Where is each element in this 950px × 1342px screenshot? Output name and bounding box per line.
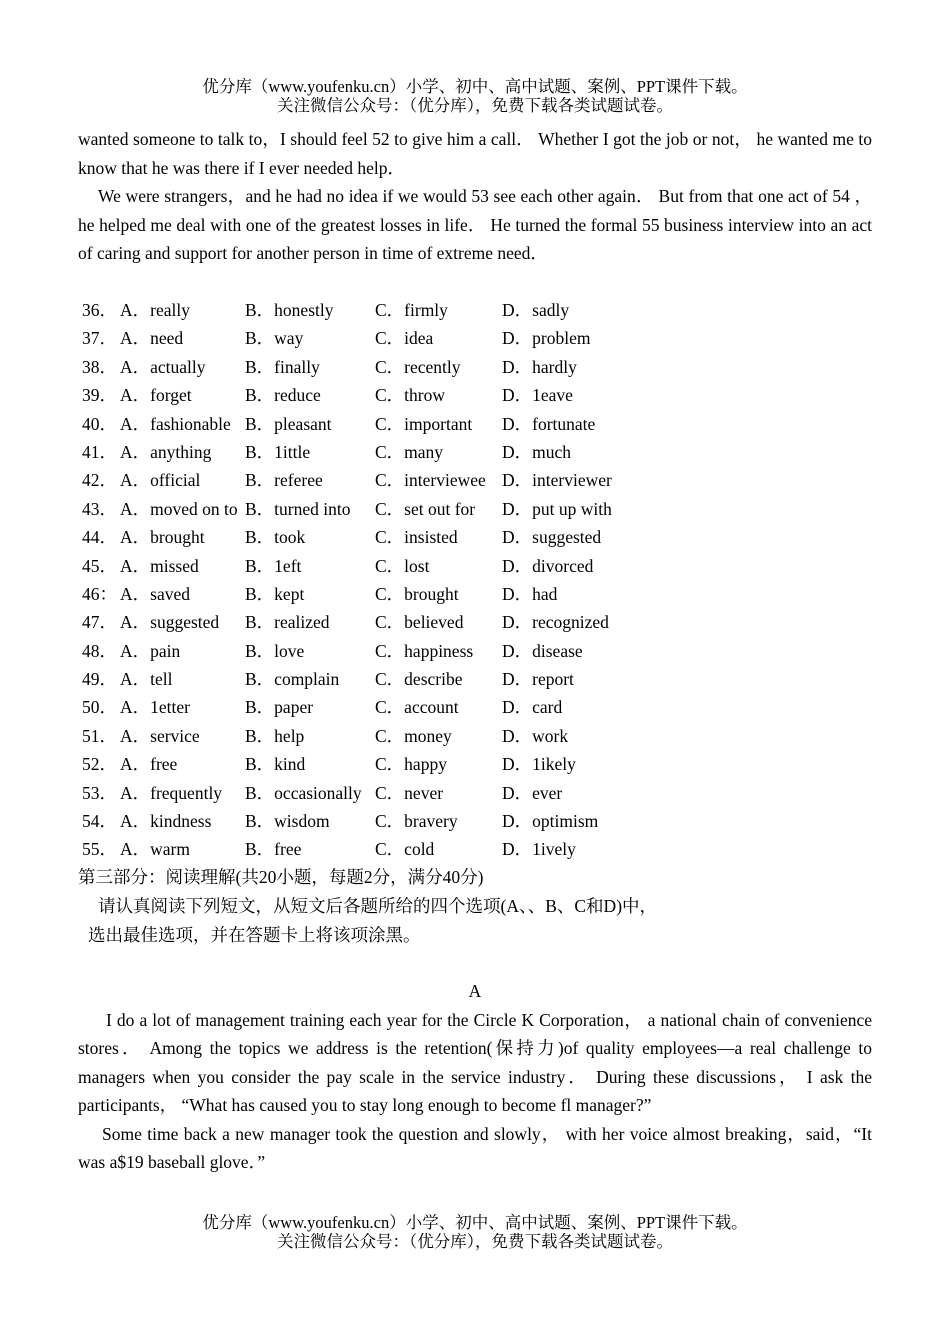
question-number: 42． xyxy=(82,470,117,491)
option-c: C．set out for xyxy=(375,498,476,519)
option-c: C．many xyxy=(375,441,444,462)
option-b: B．realized xyxy=(245,612,330,633)
passage-a-label: A xyxy=(468,981,482,1001)
option-c: C．bravery xyxy=(375,811,458,832)
question-number: 44． xyxy=(82,527,117,548)
reading-passage-a xyxy=(78,977,872,1177)
passage-a-paragraph-2: Some time back a new manager took the question and slowly， with her voice almost breaking，said，“It was a$19 baseball glove．” xyxy=(78,1123,872,1172)
question-number: 39． xyxy=(82,385,117,406)
question-number: 41． xyxy=(82,441,117,462)
section-three-instruction-1: 请认真阅读下列短文，从短文后各题所给的四个选项(A、、B、C和D)中， xyxy=(98,896,658,916)
option-d: D．sadly xyxy=(502,300,570,320)
header-line-2: 关注微信公众号：（优分库），免费下载各类试题试卷。 xyxy=(277,96,673,115)
footer-line-1: 优分库（www.youfenku.cn）小学、初中、高中试题、案例、PPT课件下载。 xyxy=(202,1213,748,1232)
option-a: A．frequently xyxy=(120,782,223,803)
option-b: B．finally xyxy=(245,356,320,377)
option-b: B．honestly xyxy=(245,300,334,320)
option-b: B．1ittle xyxy=(245,441,311,462)
option-b: B．complain xyxy=(245,669,340,690)
option-c: C．money xyxy=(375,725,452,746)
option-c: C．interviewee xyxy=(375,470,486,491)
page-header xyxy=(0,77,950,115)
option-c: C．firmly xyxy=(375,300,448,320)
option-c: C．happiness xyxy=(375,640,474,661)
option-d: D．card xyxy=(502,697,563,718)
option-d: D．interviewer xyxy=(502,470,612,491)
option-c: C．throw xyxy=(375,385,445,406)
option-a: A．brought xyxy=(120,527,205,548)
question-number: 48． xyxy=(82,640,117,661)
option-d: D．ever xyxy=(502,782,563,803)
option-d: D．put up with xyxy=(502,498,612,519)
footer-line-2: 关注微信公众号：（优分库），免费下载各类试题试卷。 xyxy=(277,1232,673,1251)
option-d: D．1eave xyxy=(502,385,573,406)
question-number: 50． xyxy=(82,697,117,718)
option-a: A．official xyxy=(120,470,201,491)
passage-a-paragraph-1: I do a lot of management training each year for the Circle K Corporation， a national chain of convenience stores． Among the topics we address is the retention(保持力)of quality employees—a real challenge to managers when you consider the pay scale in the service industry． During these discussions， I ask the participants， “What has caused you to stay long enough to become fl manager?” xyxy=(78,1009,872,1115)
option-d: D．had xyxy=(502,583,558,604)
option-d: D．1ikely xyxy=(502,754,576,775)
option-a: A．need xyxy=(120,328,184,349)
option-a: A．saved xyxy=(120,583,190,604)
option-a: A．warm xyxy=(120,839,190,860)
option-b: B．love xyxy=(245,640,305,661)
option-c: C．cold xyxy=(375,839,435,860)
option-d: D．work xyxy=(502,725,569,746)
option-b: B．occasionally xyxy=(245,782,362,803)
option-b: B．turned into xyxy=(245,498,351,519)
option-b: B．paper xyxy=(245,697,314,718)
option-d: D．1ively xyxy=(502,839,576,860)
option-a: A．free xyxy=(120,754,178,775)
page-footer xyxy=(0,1213,950,1251)
question-number: 45． xyxy=(82,555,117,576)
option-a: A．forget xyxy=(120,385,192,406)
option-b: B．wisdom xyxy=(245,811,330,832)
option-d: D．fortunate xyxy=(502,413,596,434)
option-c: C．account xyxy=(375,697,459,718)
question-number: 54． xyxy=(82,811,117,832)
option-b: B．reduce xyxy=(245,385,321,406)
header-line-1: 优分库（www.youfenku.cn）小学、初中、高中试题、案例、PPT课件下载。 xyxy=(202,77,748,96)
cloze-paragraph-1: wanted someone to talk to，I should feel 52 to give him a call． Whether I got the job or not， he wanted me to know that he was there if I ever needed help． xyxy=(78,129,872,178)
option-d: D．report xyxy=(502,669,574,690)
option-a: A．suggested xyxy=(120,612,220,633)
question-number: 49． xyxy=(82,669,117,690)
option-c: C．brought xyxy=(375,583,459,604)
option-a: A．really xyxy=(120,300,190,320)
question-number: 51． xyxy=(82,725,117,746)
option-c: C．insisted xyxy=(375,527,458,548)
question-number: 46： xyxy=(82,583,117,604)
section-three-instruction-2: 选出最佳选项，并在答题卡上将该项涂黑。 xyxy=(88,925,421,945)
option-c: C．happy xyxy=(375,754,447,775)
option-d: D．much xyxy=(502,441,572,462)
option-d: D．disease xyxy=(502,640,583,661)
cloze-paragraph-2: We were strangers，and he had no idea if we would 53 see each other again． But from that one act of 54 ，he helped me deal with one of the greatest losses in life． He turned the formal 55 business interview into an act of caring and support for another person in time of extreme need． xyxy=(78,186,872,263)
option-a: A．tell xyxy=(120,669,173,690)
option-c: C．believed xyxy=(375,612,464,633)
question-number: 37． xyxy=(82,328,117,349)
section-three xyxy=(78,863,657,950)
option-a: A．actually xyxy=(120,356,206,377)
option-a: A．1etter xyxy=(120,697,190,718)
option-b: B．1eft xyxy=(245,555,302,576)
option-d: D．problem xyxy=(502,328,591,349)
option-c: C．lost xyxy=(375,555,430,576)
option-b: B．kept xyxy=(245,583,305,604)
option-d: D．optimism xyxy=(502,811,599,832)
option-b: B．free xyxy=(245,839,302,860)
option-c: C．describe xyxy=(375,669,463,690)
option-c: C．recently xyxy=(375,356,461,377)
question-number: 47． xyxy=(82,612,117,633)
option-d: D．divorced xyxy=(502,555,594,576)
question-number: 55． xyxy=(82,839,117,860)
option-b: B．help xyxy=(245,725,305,746)
option-d: D．suggested xyxy=(502,527,602,548)
option-a: A．fashionable xyxy=(120,413,231,434)
option-b: B．pleasant xyxy=(245,413,332,434)
option-a: A．anything xyxy=(120,441,212,462)
option-b: B．kind xyxy=(245,754,306,775)
question-number: 52． xyxy=(82,754,117,775)
section-three-title: 第三部分：阅读理解(共20小题，每题2分，满分40分) xyxy=(78,867,484,887)
option-d: D．hardly xyxy=(502,356,577,377)
cloze-passage-end xyxy=(78,125,872,268)
option-a: A．kindness xyxy=(120,811,212,832)
option-c: C．important xyxy=(375,413,473,434)
question-number: 43． xyxy=(82,498,117,519)
question-number: 36． xyxy=(82,300,117,320)
option-b: B．way xyxy=(245,328,304,349)
option-b: B．took xyxy=(245,527,306,548)
option-c: C．idea xyxy=(375,328,434,349)
option-d: D．recognized xyxy=(502,612,609,633)
option-a: A．missed xyxy=(120,555,199,576)
option-a: A．service xyxy=(120,725,200,746)
option-b: B．referee xyxy=(245,470,323,491)
question-number: 38． xyxy=(82,356,117,377)
option-a: A．moved on to xyxy=(120,498,238,519)
question-number: 40． xyxy=(82,413,117,434)
question-number: 53． xyxy=(82,782,117,803)
option-c: C．never xyxy=(375,782,444,803)
option-a: A．pain xyxy=(120,640,181,661)
